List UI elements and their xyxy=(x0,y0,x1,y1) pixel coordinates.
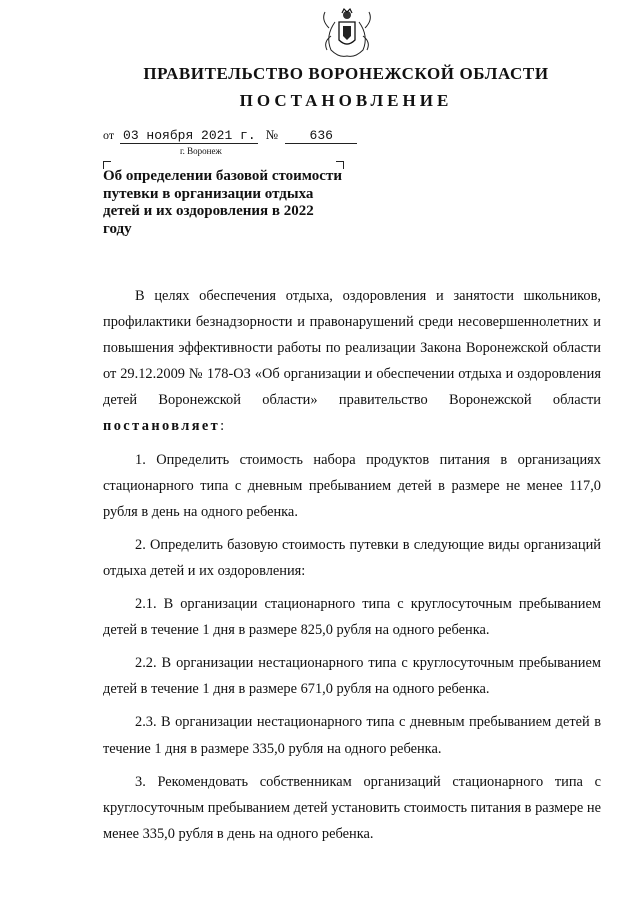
clause-1: 1. Определить стоимость набора продуктов питания в организациях стационарного типа с дневным пребыванием детей в размере не менее 117,0 рубля в день на одного ребенка. xyxy=(103,451,601,520)
clause-2-3: 2.3. В организации нестационарного типа с дневным пребыванием детей в течение 1 дня в размере 335,0 рубля на одного ребенка. xyxy=(103,714,601,757)
preamble-paragraph xyxy=(103,283,601,440)
clause-2-1: 2.1. В организации стационарного типа с круглосуточным пребыванием детей в течение 1 дня в размере 825,0 рубля на одного ребенка. xyxy=(103,596,601,639)
city-label: г. Воронеж xyxy=(180,146,222,156)
clause-3: 3. Рекомендовать собственникам организаций стационарного типа с круглосуточным пребыванием детей установить стоимость питания в размере не менее 335,0 рубля в день на одного ребенка. xyxy=(103,773,601,842)
coat-of-arms-icon xyxy=(319,6,375,60)
number-label: № xyxy=(265,127,278,142)
organization-title: ПРАВИТЕЛЬСТВО ВОРОНЕЖСКОЙ ОБЛАСТИ xyxy=(143,64,549,83)
document-meta xyxy=(103,127,357,144)
document-type: ПОСТАНОВЛЕНИЕ xyxy=(239,91,453,110)
from-label: от xyxy=(103,128,115,142)
document-body xyxy=(103,283,601,847)
document-date: 03 ноября 2021 г. xyxy=(120,128,258,144)
resolves-colon: : xyxy=(220,418,225,435)
clause-2: 2. Определить базовую стоимость путевки в следующие виды организаций отдыха детей и их оздоровления: xyxy=(103,536,601,579)
document-subject: Об определении базовой стоимости путевки в организации отдыха детей и их оздоровления в 2022 году xyxy=(103,168,342,237)
resolves-word: постановляет xyxy=(103,418,221,435)
preamble-text: В целях обеспечения отдыха, оздоровления и занятости школьников, профилактики безнадзорности и правонарушений среди несовершеннолетних и повышения эффективности работы по реализации Закона Воронежской области от 29.12.2009 № 178-ОЗ «Об организации и обеспечении отдыха и оздоровления детей Воронежской области» правительство Воронежской области xyxy=(103,288,601,409)
clause-2-2: 2.2. В организации нестационарного типа с круглосуточным пребыванием детей в течение 1 дня в размере 671,0 рубля на одного ребенка. xyxy=(103,655,601,698)
document-number: 636 xyxy=(285,128,357,144)
